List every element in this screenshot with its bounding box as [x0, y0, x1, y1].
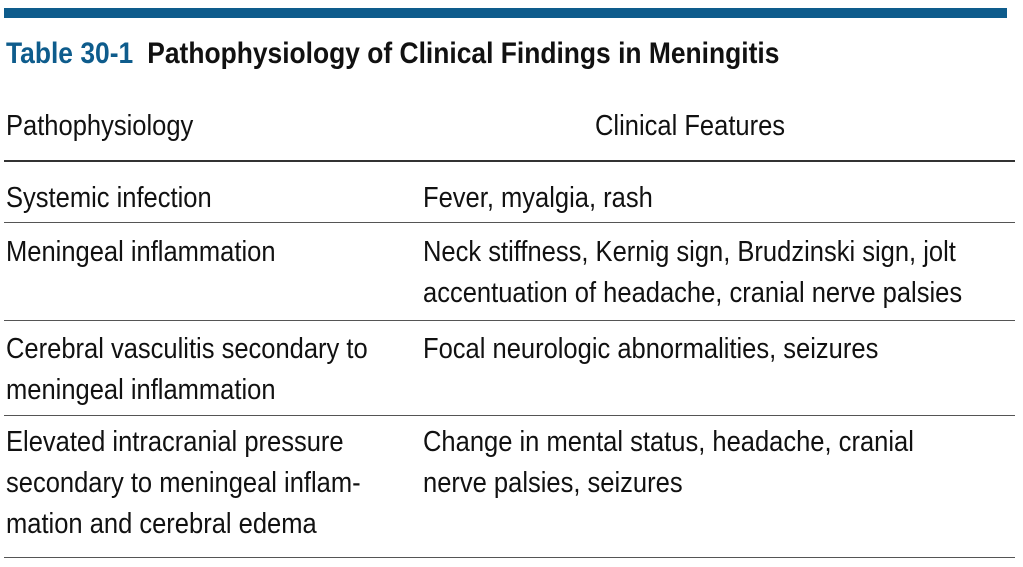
table-title-text: Pathophysiology of Clinical Findings in Meningitis	[147, 37, 780, 70]
pathophysiology-cell	[6, 232, 276, 273]
pathophysiology-cell	[6, 329, 368, 411]
cell-line: Fever, myalgia, rash	[423, 182, 653, 214]
cell-line: Focal neurologic abnormalities, seizures	[423, 333, 879, 365]
cell-line: Systemic infection	[6, 182, 212, 214]
cell-line: Neck stiffness, Kernig sign, Brudzinski sign, jolt	[423, 236, 956, 268]
cell-line: Change in mental status, headache, cranial	[423, 426, 914, 458]
table-number: Table 30-1	[6, 37, 134, 70]
cell-line: meningeal inflammation	[6, 374, 276, 406]
top-accent-bar	[4, 8, 1007, 18]
row-divider	[4, 320, 1015, 321]
clinical-features-cell	[423, 178, 653, 219]
row-divider	[4, 415, 1015, 416]
pathophysiology-cell	[6, 178, 212, 219]
cell-line: secondary to meningeal inflam-	[6, 467, 361, 499]
table-bottom-rule	[4, 557, 1015, 558]
cell-line: Elevated intracranial pressure	[6, 426, 344, 458]
header-pathophysiology: Pathophysiology	[6, 110, 194, 142]
clinical-features-cell	[423, 232, 962, 314]
cell-line: mation and cerebral edema	[6, 508, 317, 540]
cell-line: Meningeal inflammation	[6, 236, 276, 268]
table-title	[6, 34, 779, 74]
cell-line: accentuation of headache, cranial nerve palsies	[423, 277, 963, 309]
clinical-features-cell	[423, 422, 914, 504]
row-divider	[4, 222, 1015, 223]
header-divider	[4, 160, 1015, 162]
cell-line: Cerebral vasculitis secondary to	[6, 333, 368, 365]
clinical-features-cell	[423, 329, 878, 370]
cell-line: nerve palsies, seizures	[423, 467, 683, 499]
header-clinical-features: Clinical Features	[595, 110, 786, 142]
pathophysiology-cell	[6, 422, 361, 545]
